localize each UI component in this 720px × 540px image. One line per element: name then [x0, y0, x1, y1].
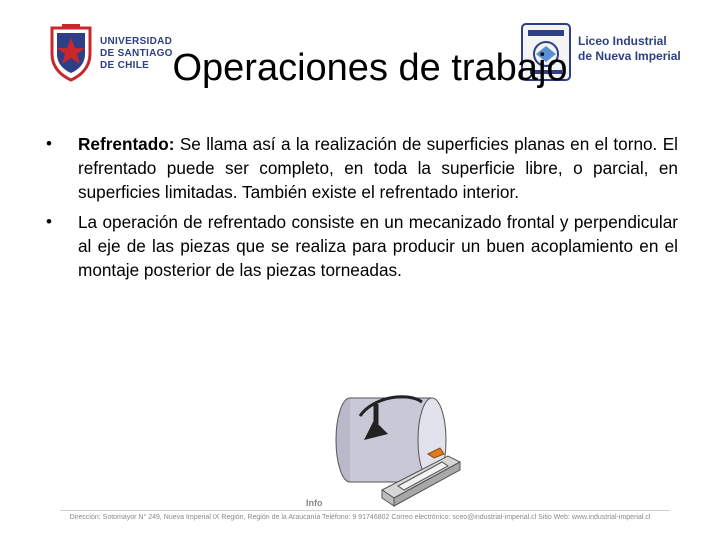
bullet-body: Se llama así a la realización de superficies planas en el torno. El refrentado puede ser completo, en toda la superficie libre, o parcial, en superficies limitadas. También existe el refrentado interior.	[78, 134, 678, 202]
bullet-item	[36, 132, 678, 204]
university-line: UNIVERSIDAD	[100, 36, 173, 47]
bullet-marker: •	[46, 134, 52, 153]
bullet-list	[36, 132, 678, 288]
bullet-item	[36, 210, 678, 282]
footer-text: Dirección: Sotomayor N° 249, Nueva Imperial IX Región, Región de la Araucanía Teléfono: 9 91746802 Correo electrónico: sceo@industrial-imperial.cl Sitio Web: www.industrial-imperial.cl	[69, 514, 651, 521]
slide-title: Operaciones de trabajo	[172, 47, 568, 89]
bullet-marker: •	[46, 212, 52, 231]
liceo-line: de Nueva Imperial	[578, 49, 681, 63]
footer-divider	[60, 510, 670, 511]
bullet-text	[78, 132, 678, 204]
bullet-text	[78, 210, 678, 282]
bullet-body: La operación de refrentado consiste en un mecanizado frontal y perpendicular al eje de las piezas que se realiza para producir un buen acoplamiento en el montaje posterior de las piezas torneadas.	[78, 212, 678, 280]
liceo-line: Liceo Industrial	[578, 34, 667, 48]
facing-operation-illustration	[330, 390, 470, 508]
university-line: DE SANTIAGO	[100, 48, 173, 59]
bullet-term: Refrentado:	[78, 134, 175, 154]
university-shield-icon	[48, 24, 94, 82]
university-line: DE CHILE	[100, 60, 150, 71]
illustration-caption: Info	[306, 498, 323, 508]
